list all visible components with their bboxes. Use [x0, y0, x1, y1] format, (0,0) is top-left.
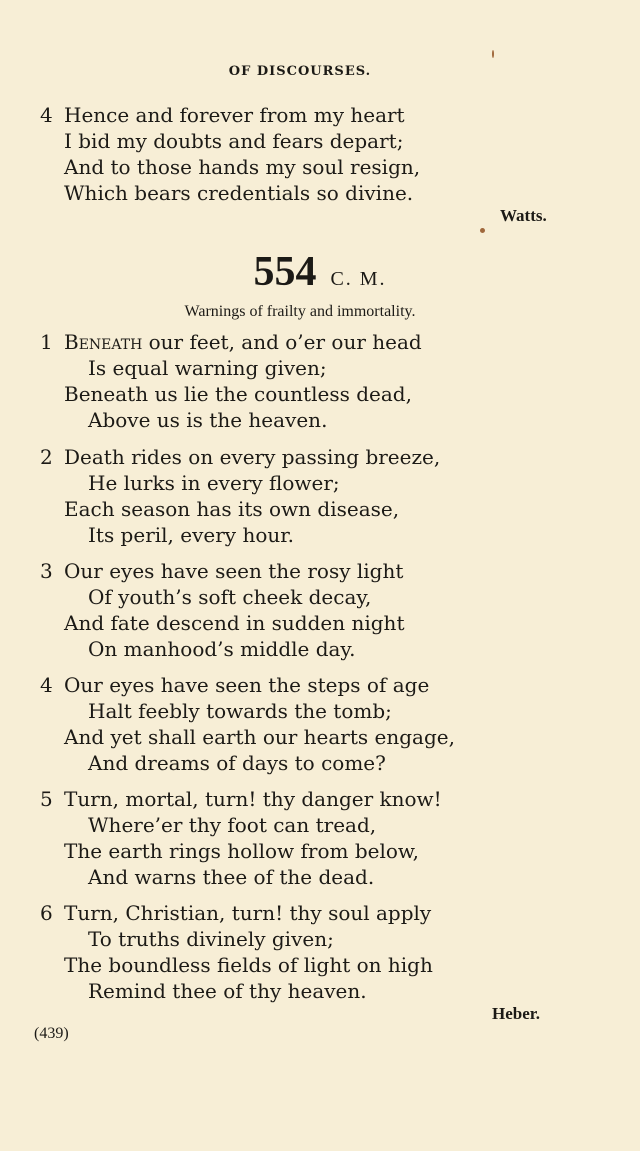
verse-line: Remind thee of thy heaven.	[88, 979, 367, 1003]
verse-line: 3 Our eyes have seen the rosy light	[40, 559, 404, 583]
verse-line: Which bears credentials so divine.	[64, 181, 414, 205]
verse-line: He lurks in every flower;	[88, 471, 340, 495]
stanza-number: 1	[40, 330, 53, 354]
stanza-number: 2	[40, 445, 53, 469]
foxing-spot	[480, 228, 485, 233]
verse-line: Above us is the heaven.	[88, 408, 328, 432]
foxing-spot	[492, 50, 494, 58]
stanza-4	[40, 672, 455, 776]
verse-line: And to those hands my soul resign,	[64, 155, 421, 179]
verse-line: And warns thee of the dead.	[88, 865, 375, 889]
hymn-heading	[0, 248, 640, 296]
verse-line: And dreams of days to come?	[88, 751, 386, 775]
hymn-meter: C. M.	[330, 268, 387, 290]
verse-line: And fate descend in sudden night	[64, 611, 405, 635]
verse-line: Halt feebly towards the tomb;	[88, 699, 392, 723]
stanza-6	[40, 900, 433, 1004]
verse-line: I bid my doubts and fears depart;	[64, 129, 404, 153]
verse-line: On manhood’s middle day.	[88, 637, 356, 661]
hymn-author: Heber.	[492, 1004, 541, 1023]
verse-line: 6 Turn, Christian, turn! thy soul apply	[40, 901, 432, 925]
verse-line: And yet shall earth our hearts engage,	[64, 725, 455, 749]
first-word: Beneath	[64, 330, 143, 354]
stanza-5	[40, 786, 442, 890]
verse-line: Of youth’s soft cheek decay,	[88, 585, 372, 609]
first-line-rest: our feet, and o’er our head	[142, 330, 422, 354]
verse-line: 5 Turn, mortal, turn! thy danger know!	[40, 787, 442, 811]
verse-line: Is equal warning given;	[88, 356, 327, 380]
verse-line: Each season has its own disease,	[64, 497, 400, 521]
running-head: OF DISCOURSES.	[228, 64, 372, 79]
verse-line: The earth rings hollow from below,	[64, 839, 420, 863]
verse-line: To truths divinely given;	[88, 927, 334, 951]
stanza-3	[40, 558, 404, 662]
verse-line: 2 Death rides on every passing breeze,	[40, 445, 441, 469]
stanza-number: 6	[40, 901, 53, 925]
prev-hymn-author: Watts.	[500, 206, 547, 225]
verse-line: 4 Hence and forever from my heart	[40, 103, 405, 127]
stanza-1	[40, 329, 422, 433]
prev-hymn-stanza	[40, 102, 420, 206]
verse-line	[40, 329, 422, 355]
verse-line: Where’er thy foot can tread,	[88, 813, 377, 837]
page-number: (439)	[34, 1025, 69, 1042]
hymn-subtitle: Warnings of frailty and immortality.	[184, 303, 416, 320]
stanza-number: 3	[40, 559, 53, 583]
verse-line: Beneath us lie the countless dead,	[64, 382, 412, 406]
stanza-number: 4	[40, 673, 53, 697]
verse-line: 4 Our eyes have seen the steps of age	[40, 673, 430, 697]
verse-line: Its peril, every hour.	[88, 523, 294, 547]
verse-line: The boundless fields of light on high	[64, 953, 433, 977]
stanza-2	[40, 444, 440, 548]
hymn-number: 554	[253, 249, 317, 295]
stanza-number: 4	[40, 103, 53, 127]
stanza-number: 5	[40, 787, 53, 811]
